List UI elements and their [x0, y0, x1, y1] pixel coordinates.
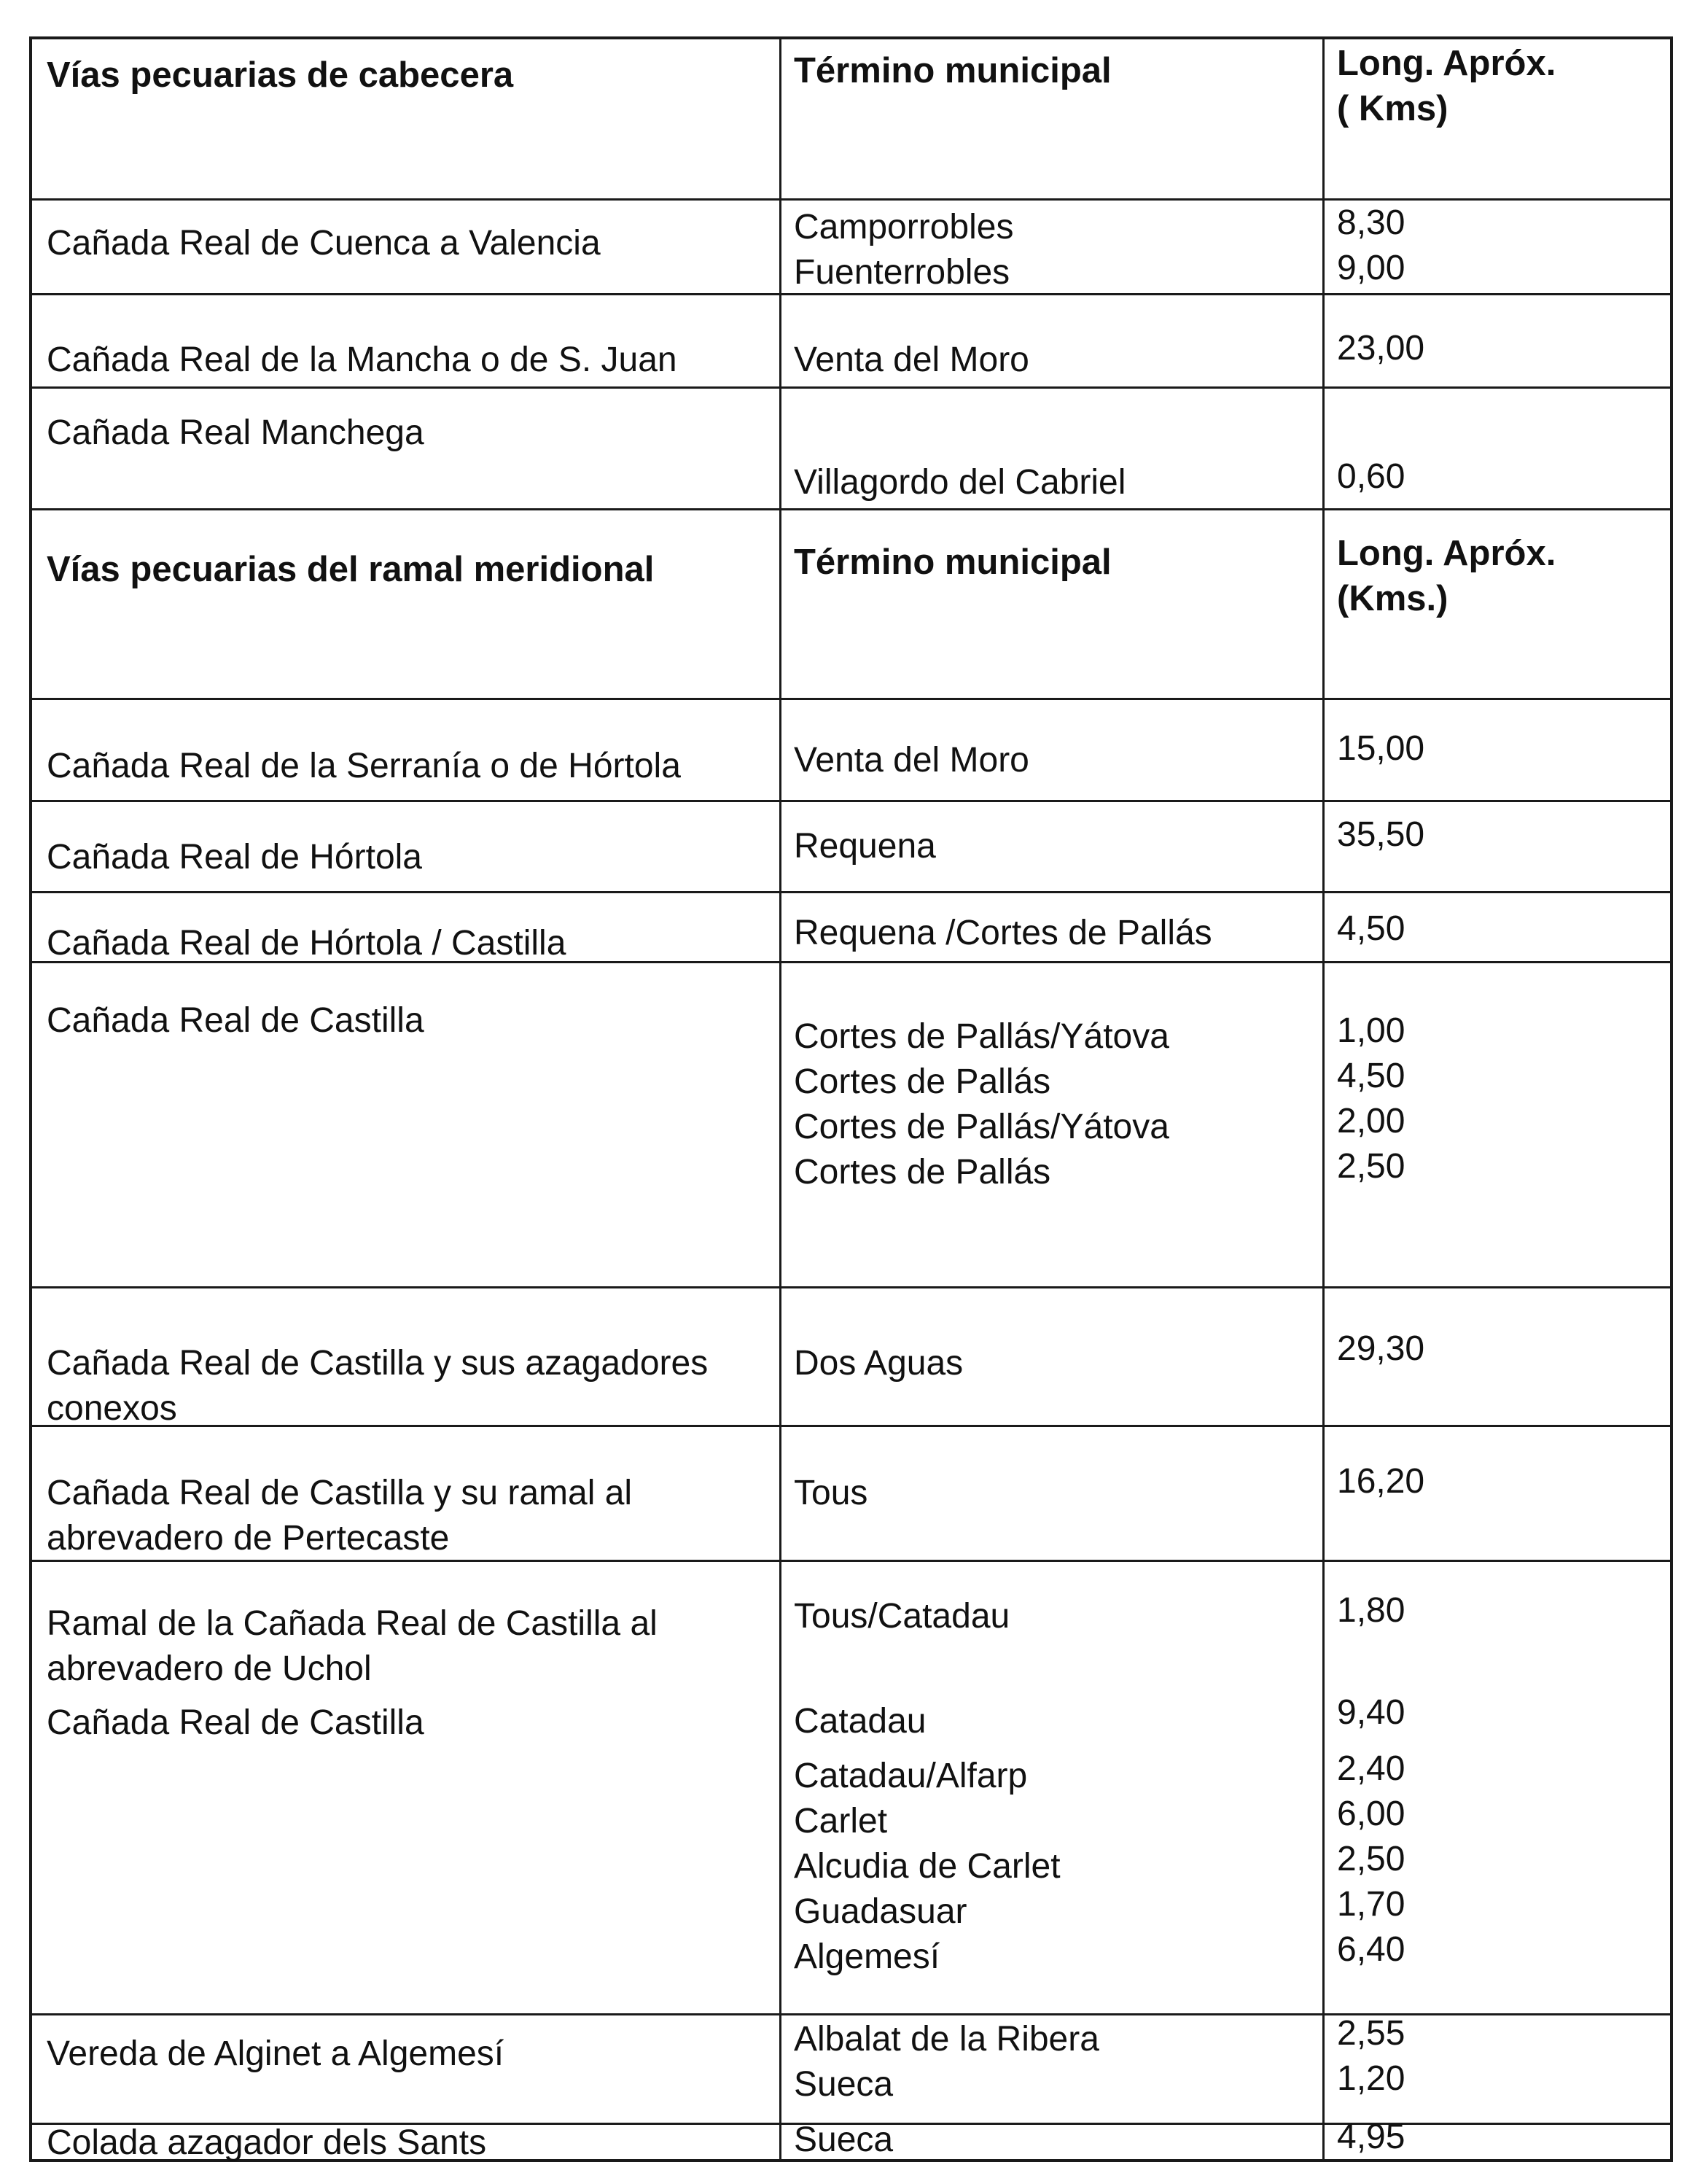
- column-divider: [1322, 1427, 1325, 1560]
- length-value: 4,95: [1337, 2118, 1405, 2156]
- municipality: Villagordo del Cabriel: [794, 463, 1126, 502]
- municipality: Alcudia de Carlet: [794, 1847, 1061, 1886]
- header-length-line1: Long. Apróx.: [1337, 44, 1556, 83]
- column-divider: [779, 201, 781, 293]
- header-routes: Vías pecuarias de cabecera: [47, 55, 514, 95]
- header-length: [1337, 531, 1556, 621]
- column-divider: [1322, 2125, 1325, 2162]
- municipality: Cortes de Pallás: [794, 1062, 1051, 1101]
- municipality: Cortes de Pallás/Yátova: [794, 1108, 1169, 1146]
- route-name: Cañada Real de Castilla: [47, 1001, 424, 1040]
- length-value: 8,30: [1337, 203, 1405, 242]
- route-name: Ramal de la Cañada Real de Castilla al abrevadero de Uchol: [47, 1604, 658, 1688]
- length-value: 23,00: [1337, 329, 1425, 368]
- length-value: 6,00: [1337, 1795, 1405, 1833]
- route-name: Cañada Real de la Mancha o de S. Juan: [47, 341, 677, 379]
- length-value: 4,50: [1337, 1057, 1405, 1095]
- length-list: [1337, 2011, 1405, 2102]
- table-row: [32, 1560, 1670, 1757]
- table-row: [32, 1286, 1670, 1428]
- municipality-list: [794, 205, 1013, 295]
- length-value: 9,40: [1337, 1693, 1405, 1732]
- municipality: Carlet: [794, 1802, 888, 1840]
- length-value: 1,00: [1337, 1011, 1405, 1050]
- column-divider: [1322, 1757, 1325, 2013]
- length-value: 4,50: [1337, 909, 1405, 948]
- length-value: 1,80: [1337, 1591, 1405, 1630]
- column-divider: [779, 295, 781, 386]
- table-row: [32, 891, 1670, 961]
- length-value: 2,00: [1337, 1102, 1405, 1140]
- header-routes: Vías pecuarias del ramal meridional: [47, 550, 655, 589]
- municipality: Camporrobles: [794, 208, 1014, 246]
- column-divider: [1322, 201, 1325, 293]
- length-list: [1337, 1690, 1405, 1735]
- column-divider: [1322, 963, 1325, 1286]
- route-name: Cañada Real de Hórtola / Castilla: [47, 924, 566, 963]
- column-divider: [1322, 39, 1325, 198]
- table-row: [32, 800, 1670, 891]
- header-municipality: Término municipal: [794, 543, 1112, 582]
- column-divider: [779, 700, 781, 800]
- municipality: Tous/Catadau: [794, 1597, 1010, 1636]
- length-value: 6,40: [1337, 1930, 1405, 1969]
- length-list: [1337, 1746, 1405, 1972]
- column-divider: [1322, 802, 1325, 891]
- municipality: Catadau/Alfarp: [794, 1757, 1028, 1795]
- municipality: Requena /Cortes de Pallás: [794, 914, 1212, 952]
- column-divider: [1322, 510, 1325, 698]
- column-divider: [779, 893, 781, 961]
- length-value: 9,00: [1337, 249, 1405, 287]
- municipality: Guadasuar: [794, 1892, 967, 1931]
- municipality: Venta del Moro: [794, 341, 1029, 379]
- column-divider: [779, 39, 781, 198]
- municipality: Fuenterrobles: [794, 253, 1010, 292]
- table-row: [32, 1749, 1670, 2013]
- column-divider: [1322, 389, 1325, 508]
- length-value: 29,30: [1337, 1329, 1425, 1368]
- length-value: 2,40: [1337, 1749, 1405, 1788]
- municipality: Requena: [794, 827, 936, 866]
- column-divider: [1322, 2015, 1325, 2123]
- table-row: [32, 961, 1670, 1286]
- column-divider: [779, 389, 781, 508]
- header-length-line2: ( Kms): [1337, 89, 1448, 128]
- municipality: Algemesí: [794, 1937, 940, 1976]
- column-divider: [779, 963, 781, 1286]
- table-row: [32, 293, 1670, 386]
- length-value: 0,60: [1337, 457, 1405, 496]
- header-length: [1337, 41, 1556, 131]
- municipality: Albalat de la Ribera: [794, 2020, 1099, 2058]
- column-divider: [779, 510, 781, 698]
- municipality: Venta del Moro: [794, 741, 1029, 780]
- table-row: [32, 198, 1670, 293]
- route-name: Colada azagador dels Sants: [47, 2123, 487, 2162]
- table-row: [32, 698, 1670, 800]
- municipality-list: [794, 1014, 1169, 1195]
- column-divider: [1322, 893, 1325, 961]
- length-list: [1337, 201, 1405, 291]
- length-value: 1,20: [1337, 2059, 1405, 2098]
- column-divider: [779, 1757, 781, 2013]
- table-header-row: [32, 39, 1670, 198]
- length-list: [1337, 1008, 1405, 1189]
- length-value: 35,50: [1337, 815, 1425, 854]
- municipality: Cortes de Pallás: [794, 1153, 1051, 1191]
- livestock-routes-table: [29, 36, 1673, 2162]
- route-name: Cañada Real de Hórtola: [47, 838, 422, 876]
- length-value: 1,70: [1337, 1885, 1405, 1924]
- route-name: Cañada Real de Castilla y su ramal al abrevadero de Pertecaste: [47, 1474, 633, 1558]
- column-divider: [1322, 700, 1325, 800]
- municipality: Sueca: [794, 2120, 894, 2159]
- length-value: 2,55: [1337, 2014, 1405, 2053]
- route-name: Vereda de Alginet a Algemesí: [47, 2034, 504, 2073]
- table-row: [32, 386, 1670, 508]
- column-divider: [1322, 295, 1325, 386]
- municipality-list: [794, 1754, 1061, 1980]
- column-divider: [1322, 1562, 1325, 1757]
- column-divider: [779, 2125, 781, 2162]
- column-divider: [779, 2015, 781, 2123]
- municipality-list: [794, 1699, 926, 1744]
- header-length-line2: (Kms.): [1337, 579, 1448, 618]
- table-header-row: [32, 508, 1670, 698]
- length-value: 2,50: [1337, 1147, 1405, 1186]
- table-row: [32, 1425, 1670, 1560]
- table-row: [32, 2013, 1670, 2123]
- route-name: Cañada Real de Castilla y sus azagadores conexos: [47, 1344, 709, 1428]
- header-municipality: Término municipal: [794, 51, 1112, 90]
- municipality: Tous: [794, 1474, 868, 1512]
- route-name: Cañada Real de Cuenca a Valencia: [47, 224, 601, 263]
- column-divider: [779, 1288, 781, 1425]
- route-name: Cañada Real Manchega: [47, 413, 424, 452]
- route-name: Cañada Real de la Serranía o de Hórtola: [47, 747, 681, 785]
- municipality: Dos Aguas: [794, 1344, 964, 1383]
- column-divider: [1322, 1288, 1325, 1425]
- route-name: Cañada Real de Castilla: [47, 1703, 424, 1742]
- column-divider: [779, 802, 781, 891]
- length-value: 16,20: [1337, 1462, 1425, 1501]
- column-divider: [779, 1562, 781, 1757]
- table-row: [32, 2118, 1670, 2162]
- municipality: Catadau: [794, 1702, 927, 1741]
- municipality: Sueca: [794, 2065, 894, 2104]
- column-divider: [779, 1427, 781, 1560]
- municipality: Cortes de Pallás/Yátova: [794, 1017, 1169, 1056]
- header-length-line1: Long. Apróx.: [1337, 534, 1556, 573]
- length-value: 2,50: [1337, 1840, 1405, 1878]
- length-value: 15,00: [1337, 729, 1425, 768]
- municipality-list: [794, 2017, 1099, 2107]
